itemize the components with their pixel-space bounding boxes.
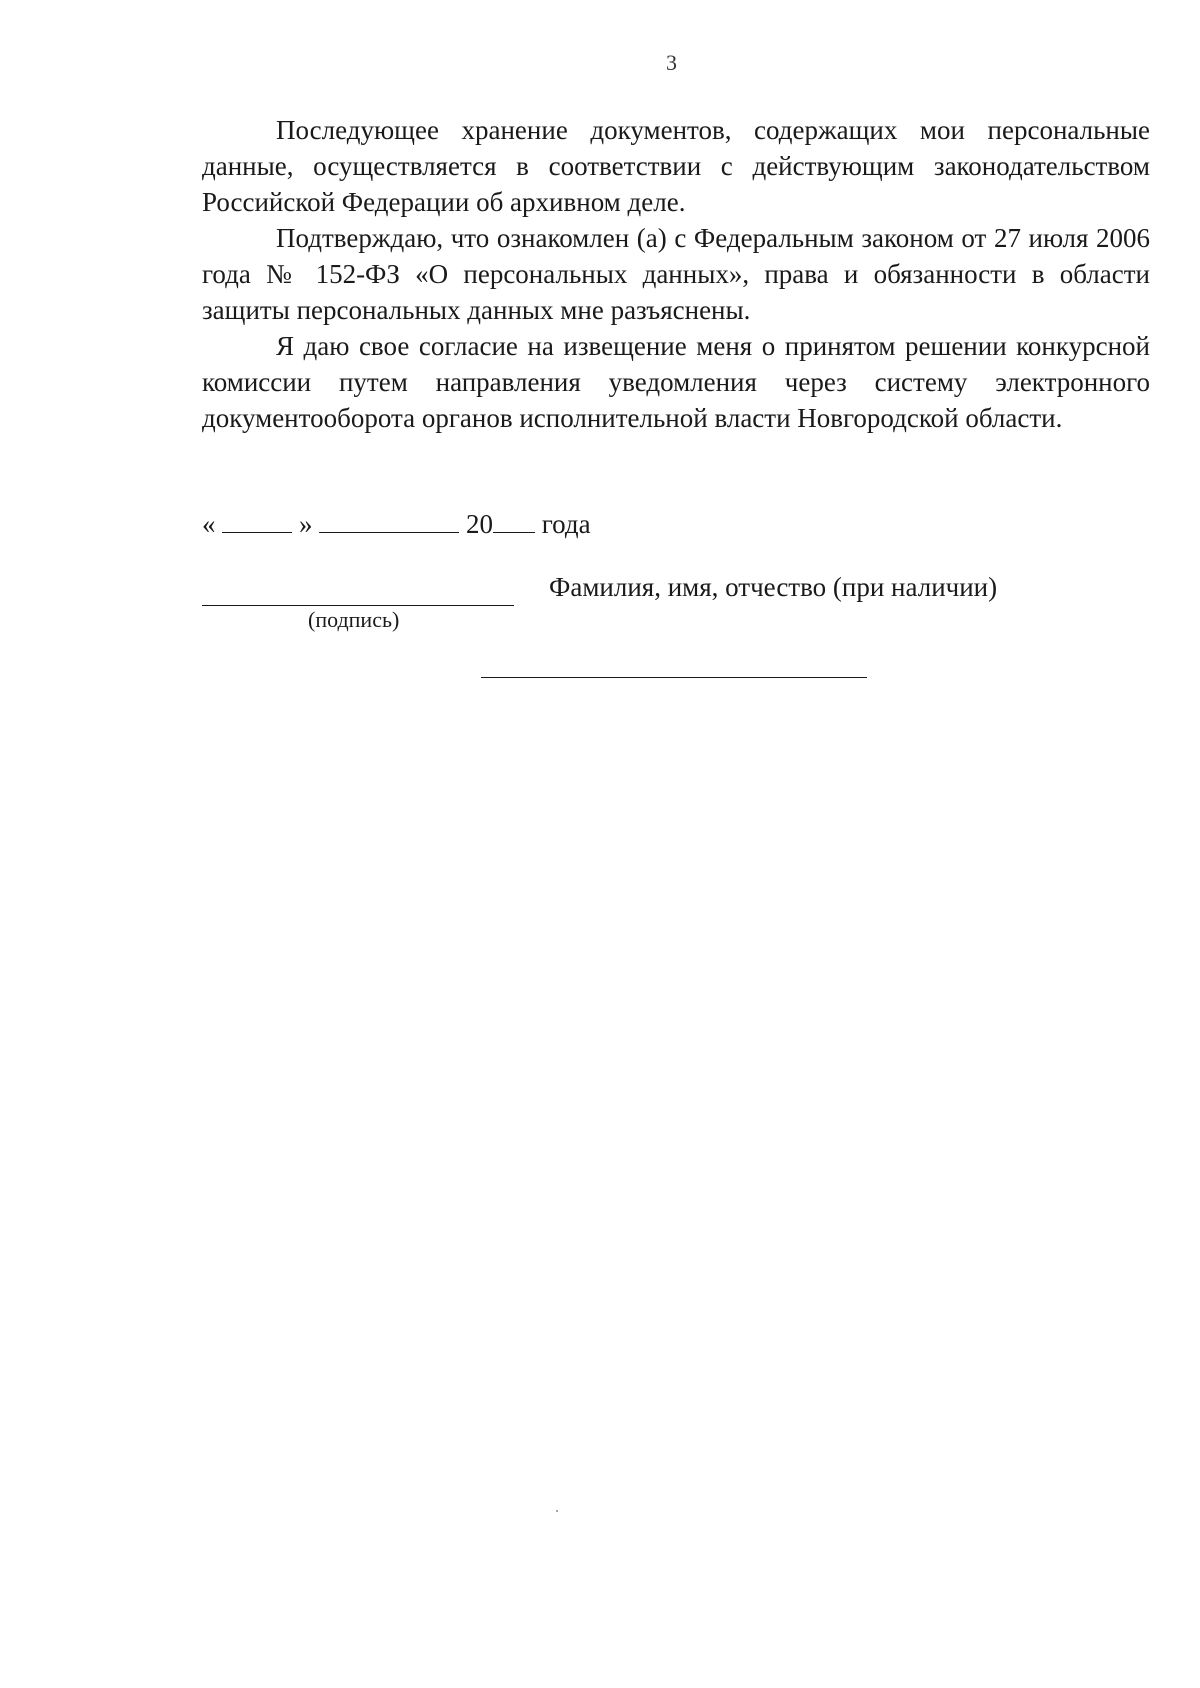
scan-speck xyxy=(556,1510,558,1512)
date-line xyxy=(202,508,591,540)
consent-body xyxy=(202,112,1150,436)
full-name-label: Фамилия, имя, отчество (при наличии) xyxy=(549,572,998,602)
paragraph-notification-consent: Я даю свое согласие на извещение меня о принятом решении конкурсной комиссии путем направления уведомления через систему электронного документооборота органов исполнительной власти Новгородской области. xyxy=(202,331,1150,433)
paragraph-storage: Последующее хранение документов, содержащих мои персональные данные, осуществляется в соответствии с действующим законодательством Российской Федерации об архивном деле. xyxy=(202,115,1150,217)
date-open-quote: « xyxy=(202,509,216,539)
year-prefix: 20 xyxy=(466,509,493,539)
paragraph-acknowledgement: Подтверждаю, что ознакомлен (а) с Федеральным законом от 27 июля 2006 года № 152-ФЗ «О персональных данных», права и обязанности в области защиты персональных данных мне разъяснены. xyxy=(202,223,1150,325)
signature-caption: (подпись) xyxy=(308,607,400,632)
date-suffix: года xyxy=(541,509,591,539)
day-blank[interactable] xyxy=(222,508,292,533)
date-close-quote: » xyxy=(299,509,313,539)
page-number: 3 xyxy=(666,50,677,75)
year-blank[interactable] xyxy=(493,508,535,533)
signature-line[interactable] xyxy=(202,605,514,606)
month-blank[interactable] xyxy=(319,508,459,533)
full-name-line[interactable] xyxy=(481,677,867,678)
